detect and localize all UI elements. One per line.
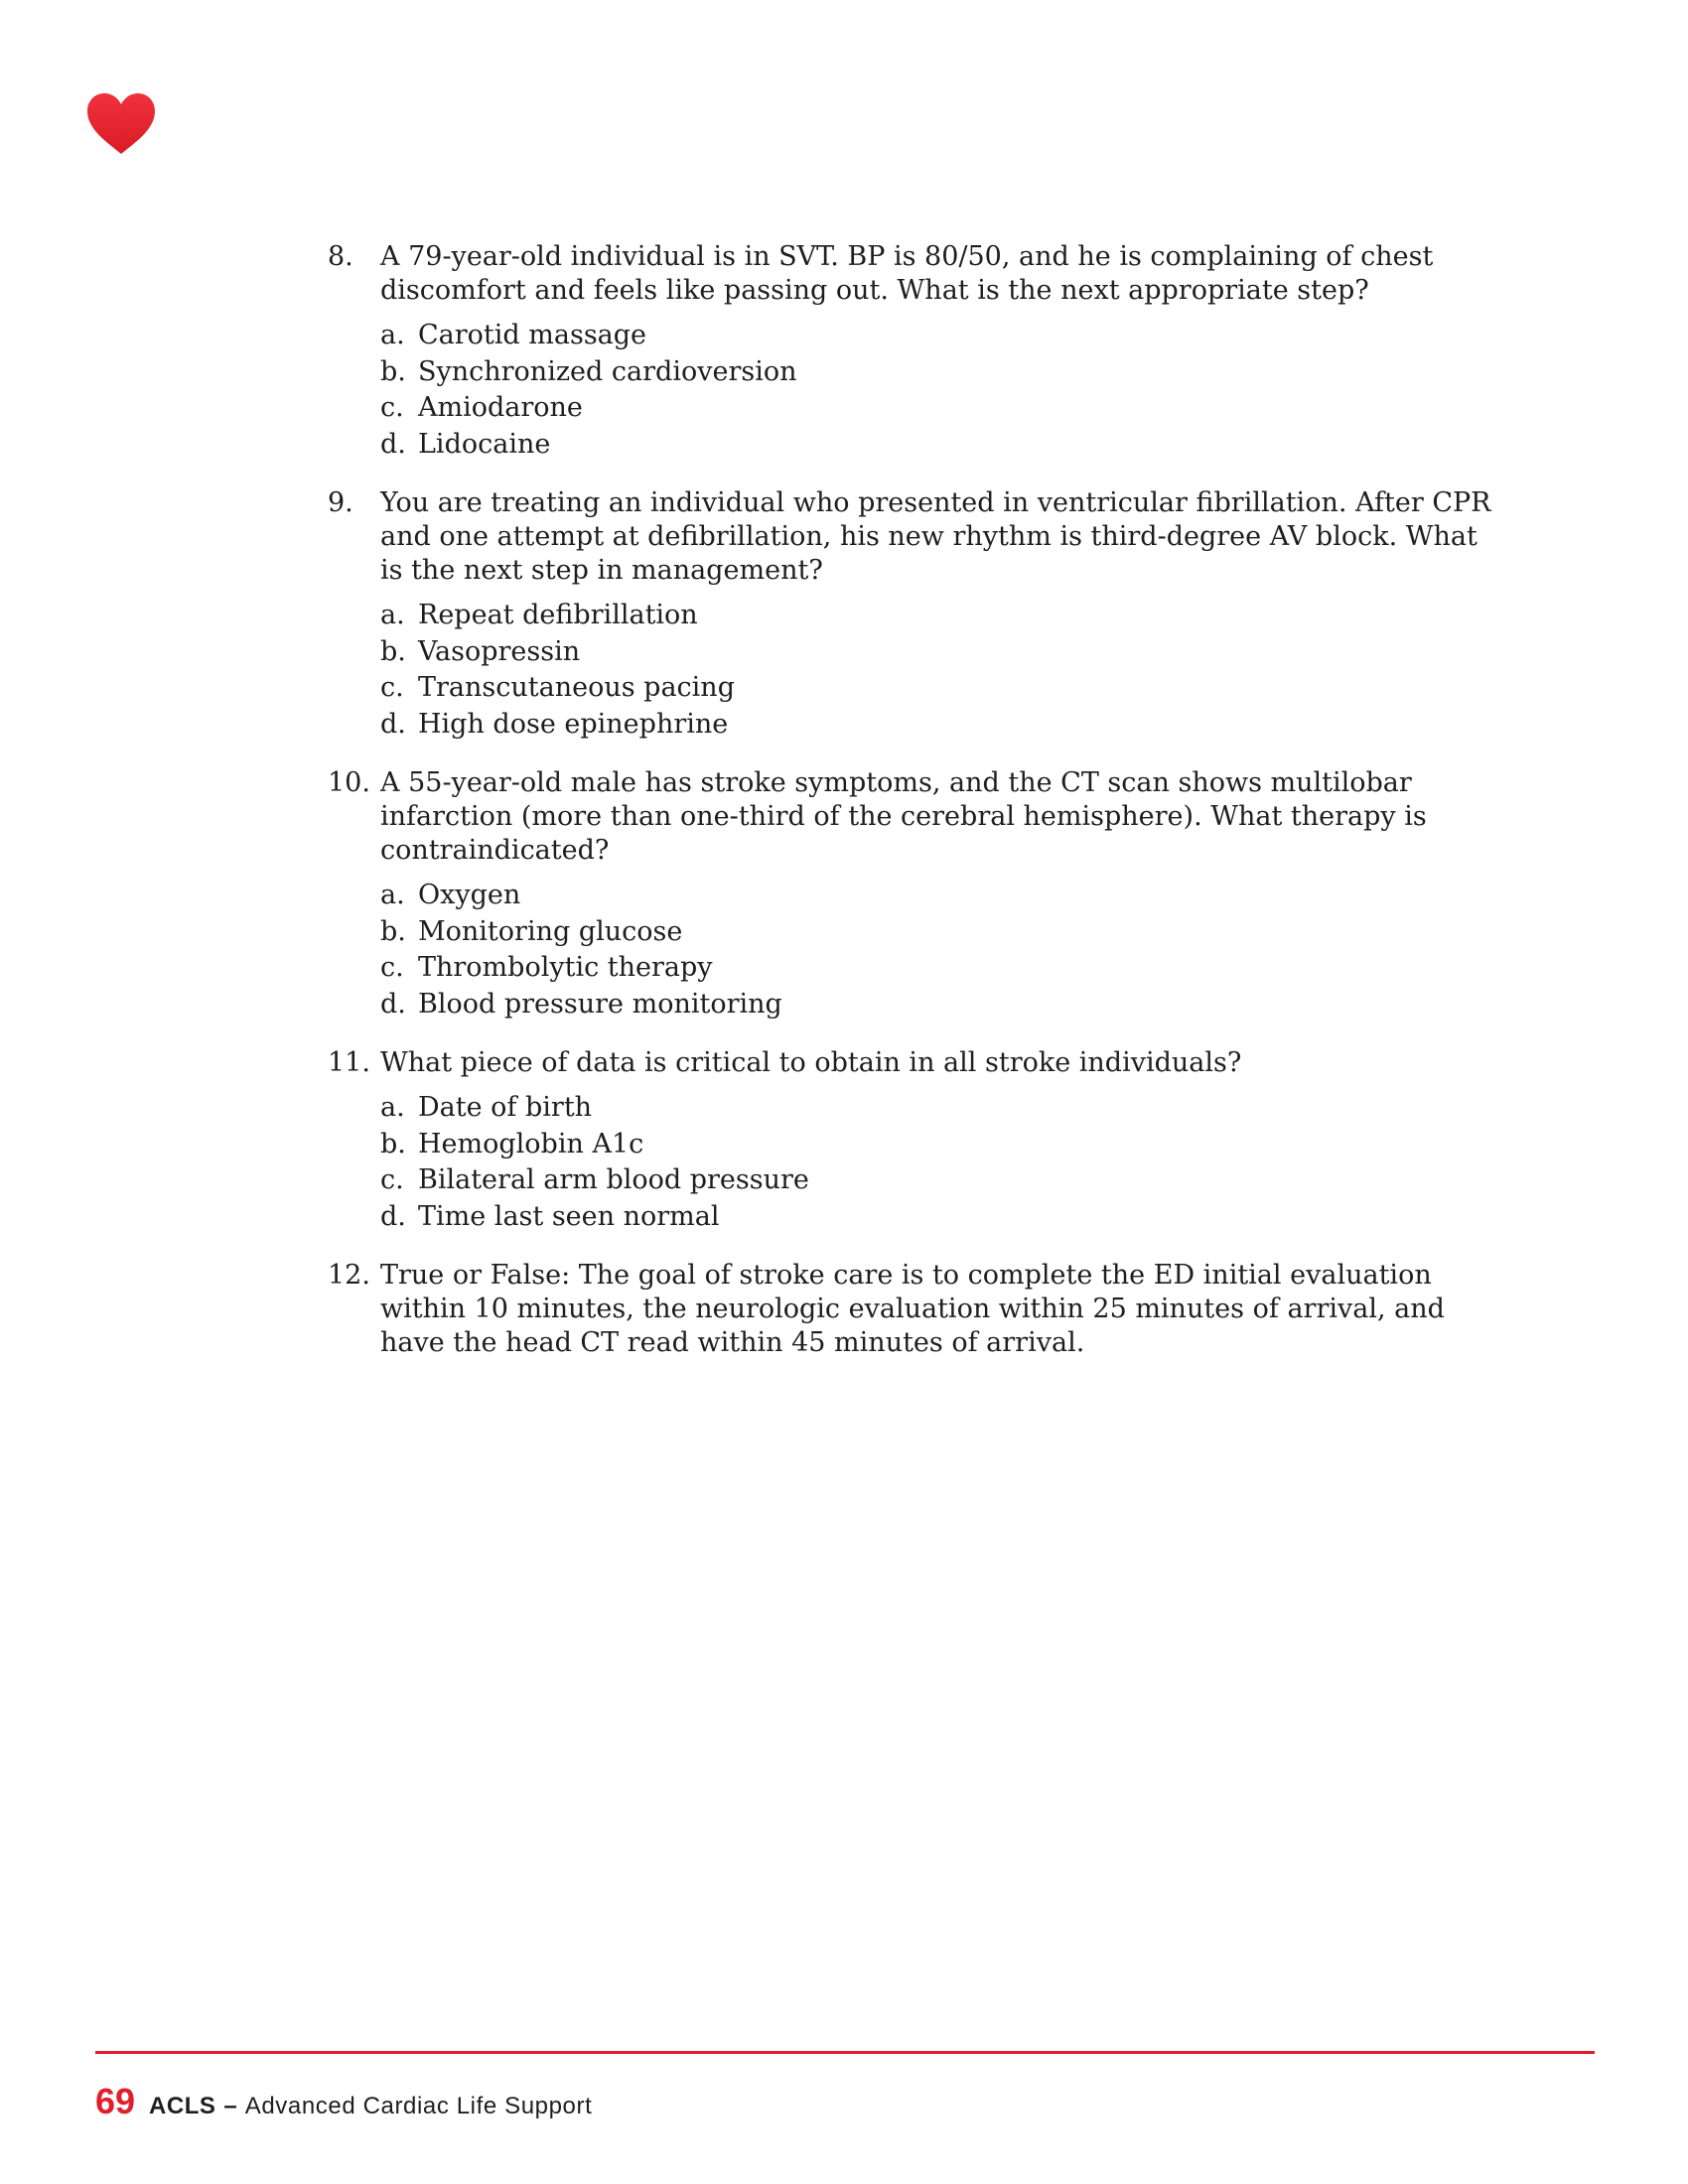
option-list	[328, 318, 1509, 463]
option-letter: c.	[380, 1164, 404, 1195]
option-text: Synchronized cardioversion	[418, 355, 797, 387]
question-number: 12.	[328, 1260, 370, 1291]
option-text: Bilateral arm blood pressure	[418, 1164, 809, 1195]
option-letter: a.	[380, 880, 405, 910]
option-c	[380, 1162, 1509, 1199]
question-text: What piece of data is critical to obtain in all stroke individuals?	[380, 1047, 1242, 1078]
option-d	[380, 707, 1509, 744]
option-letter: a.	[380, 1092, 405, 1123]
page-footer	[95, 2081, 592, 2122]
option-text: Lidocaine	[418, 428, 551, 460]
option-b	[380, 354, 1509, 391]
question-number: 9.	[328, 487, 353, 518]
page-number: 69	[95, 2081, 136, 2121]
option-text: Monitoring glucose	[418, 915, 683, 947]
option-letter: c.	[380, 952, 404, 983]
option-letter: b.	[380, 1128, 406, 1160]
option-b	[380, 914, 1509, 951]
question-11	[328, 1046, 1509, 1235]
question-number: 11.	[328, 1047, 370, 1078]
option-a	[380, 598, 1509, 634]
option-letter: d.	[380, 428, 406, 460]
option-text: Carotid massage	[418, 320, 647, 350]
option-text: Repeat defibrillation	[418, 600, 698, 630]
option-text: Oxygen	[418, 880, 521, 910]
question-text: True or False: The goal of stroke care is to complete the ED initial evaluation within 10 minutes, the neurologic evaluation within 25 minutes of arrival, and have the head CT read within 45 minutes of arrival.	[380, 1260, 1445, 1358]
question-10	[328, 766, 1509, 1023]
option-letter: d.	[380, 988, 406, 1020]
option-text: Time last seen normal	[418, 1200, 720, 1232]
option-list	[328, 878, 1509, 1023]
option-b	[380, 634, 1509, 671]
footer-divider	[95, 2051, 1595, 2054]
question-number: 8.	[328, 241, 353, 272]
option-a	[380, 1090, 1509, 1127]
option-text: Hemoglobin A1c	[418, 1128, 644, 1160]
option-text: High dose epinephrine	[418, 708, 729, 740]
option-c	[380, 670, 1509, 707]
option-letter: d.	[380, 708, 406, 740]
option-letter: b.	[380, 355, 406, 387]
option-text: Transcutaneous pacing	[418, 672, 735, 703]
option-d	[380, 1199, 1509, 1236]
option-list	[328, 1090, 1509, 1235]
option-a	[380, 318, 1509, 354]
question-text: A 79-year-old individual is in SVT. BP is 80/50, and he is complaining of chest discomfort and feels like passing out. What is the next appropriate step?	[380, 241, 1434, 306]
footer-separator: –	[223, 2093, 237, 2119]
option-letter: b.	[380, 915, 406, 947]
option-text: Date of birth	[418, 1092, 593, 1123]
option-a	[380, 878, 1509, 914]
option-d	[380, 427, 1509, 464]
option-text: Vasopressin	[418, 635, 581, 667]
option-d	[380, 987, 1509, 1024]
option-text: Amiodarone	[418, 392, 583, 423]
option-letter: d.	[380, 1200, 406, 1232]
question-9	[328, 486, 1509, 743]
question-12	[328, 1259, 1509, 1360]
course-code: ACLS	[149, 2093, 216, 2119]
course-name: Advanced Cardiac Life Support	[244, 2093, 593, 2119]
heart-icon	[85, 92, 157, 156]
question-8	[328, 240, 1509, 463]
option-c	[380, 950, 1509, 987]
option-text: Thrombolytic therapy	[418, 952, 713, 983]
option-text: Blood pressure monitoring	[418, 988, 782, 1020]
question-text: You are treating an individual who presented in ventricular fibrillation. After CPR and one attempt at defibrillation, his new rhythm is third-degree AV block. What is the next step in management?	[380, 487, 1491, 586]
option-letter: a.	[380, 320, 405, 350]
option-letter: c.	[380, 672, 404, 703]
option-list	[328, 598, 1509, 743]
question-list	[328, 240, 1509, 1384]
question-text: A 55-year-old male has stroke symptoms, and the CT scan shows multilobar infarction (more than one-third of the cerebral hemisphere). What therapy is contraindicated?	[380, 767, 1427, 866]
option-letter: b.	[380, 635, 406, 667]
option-letter: c.	[380, 392, 404, 423]
option-b	[380, 1127, 1509, 1163]
option-letter: a.	[380, 600, 405, 630]
option-c	[380, 390, 1509, 427]
question-number: 10.	[328, 767, 370, 798]
